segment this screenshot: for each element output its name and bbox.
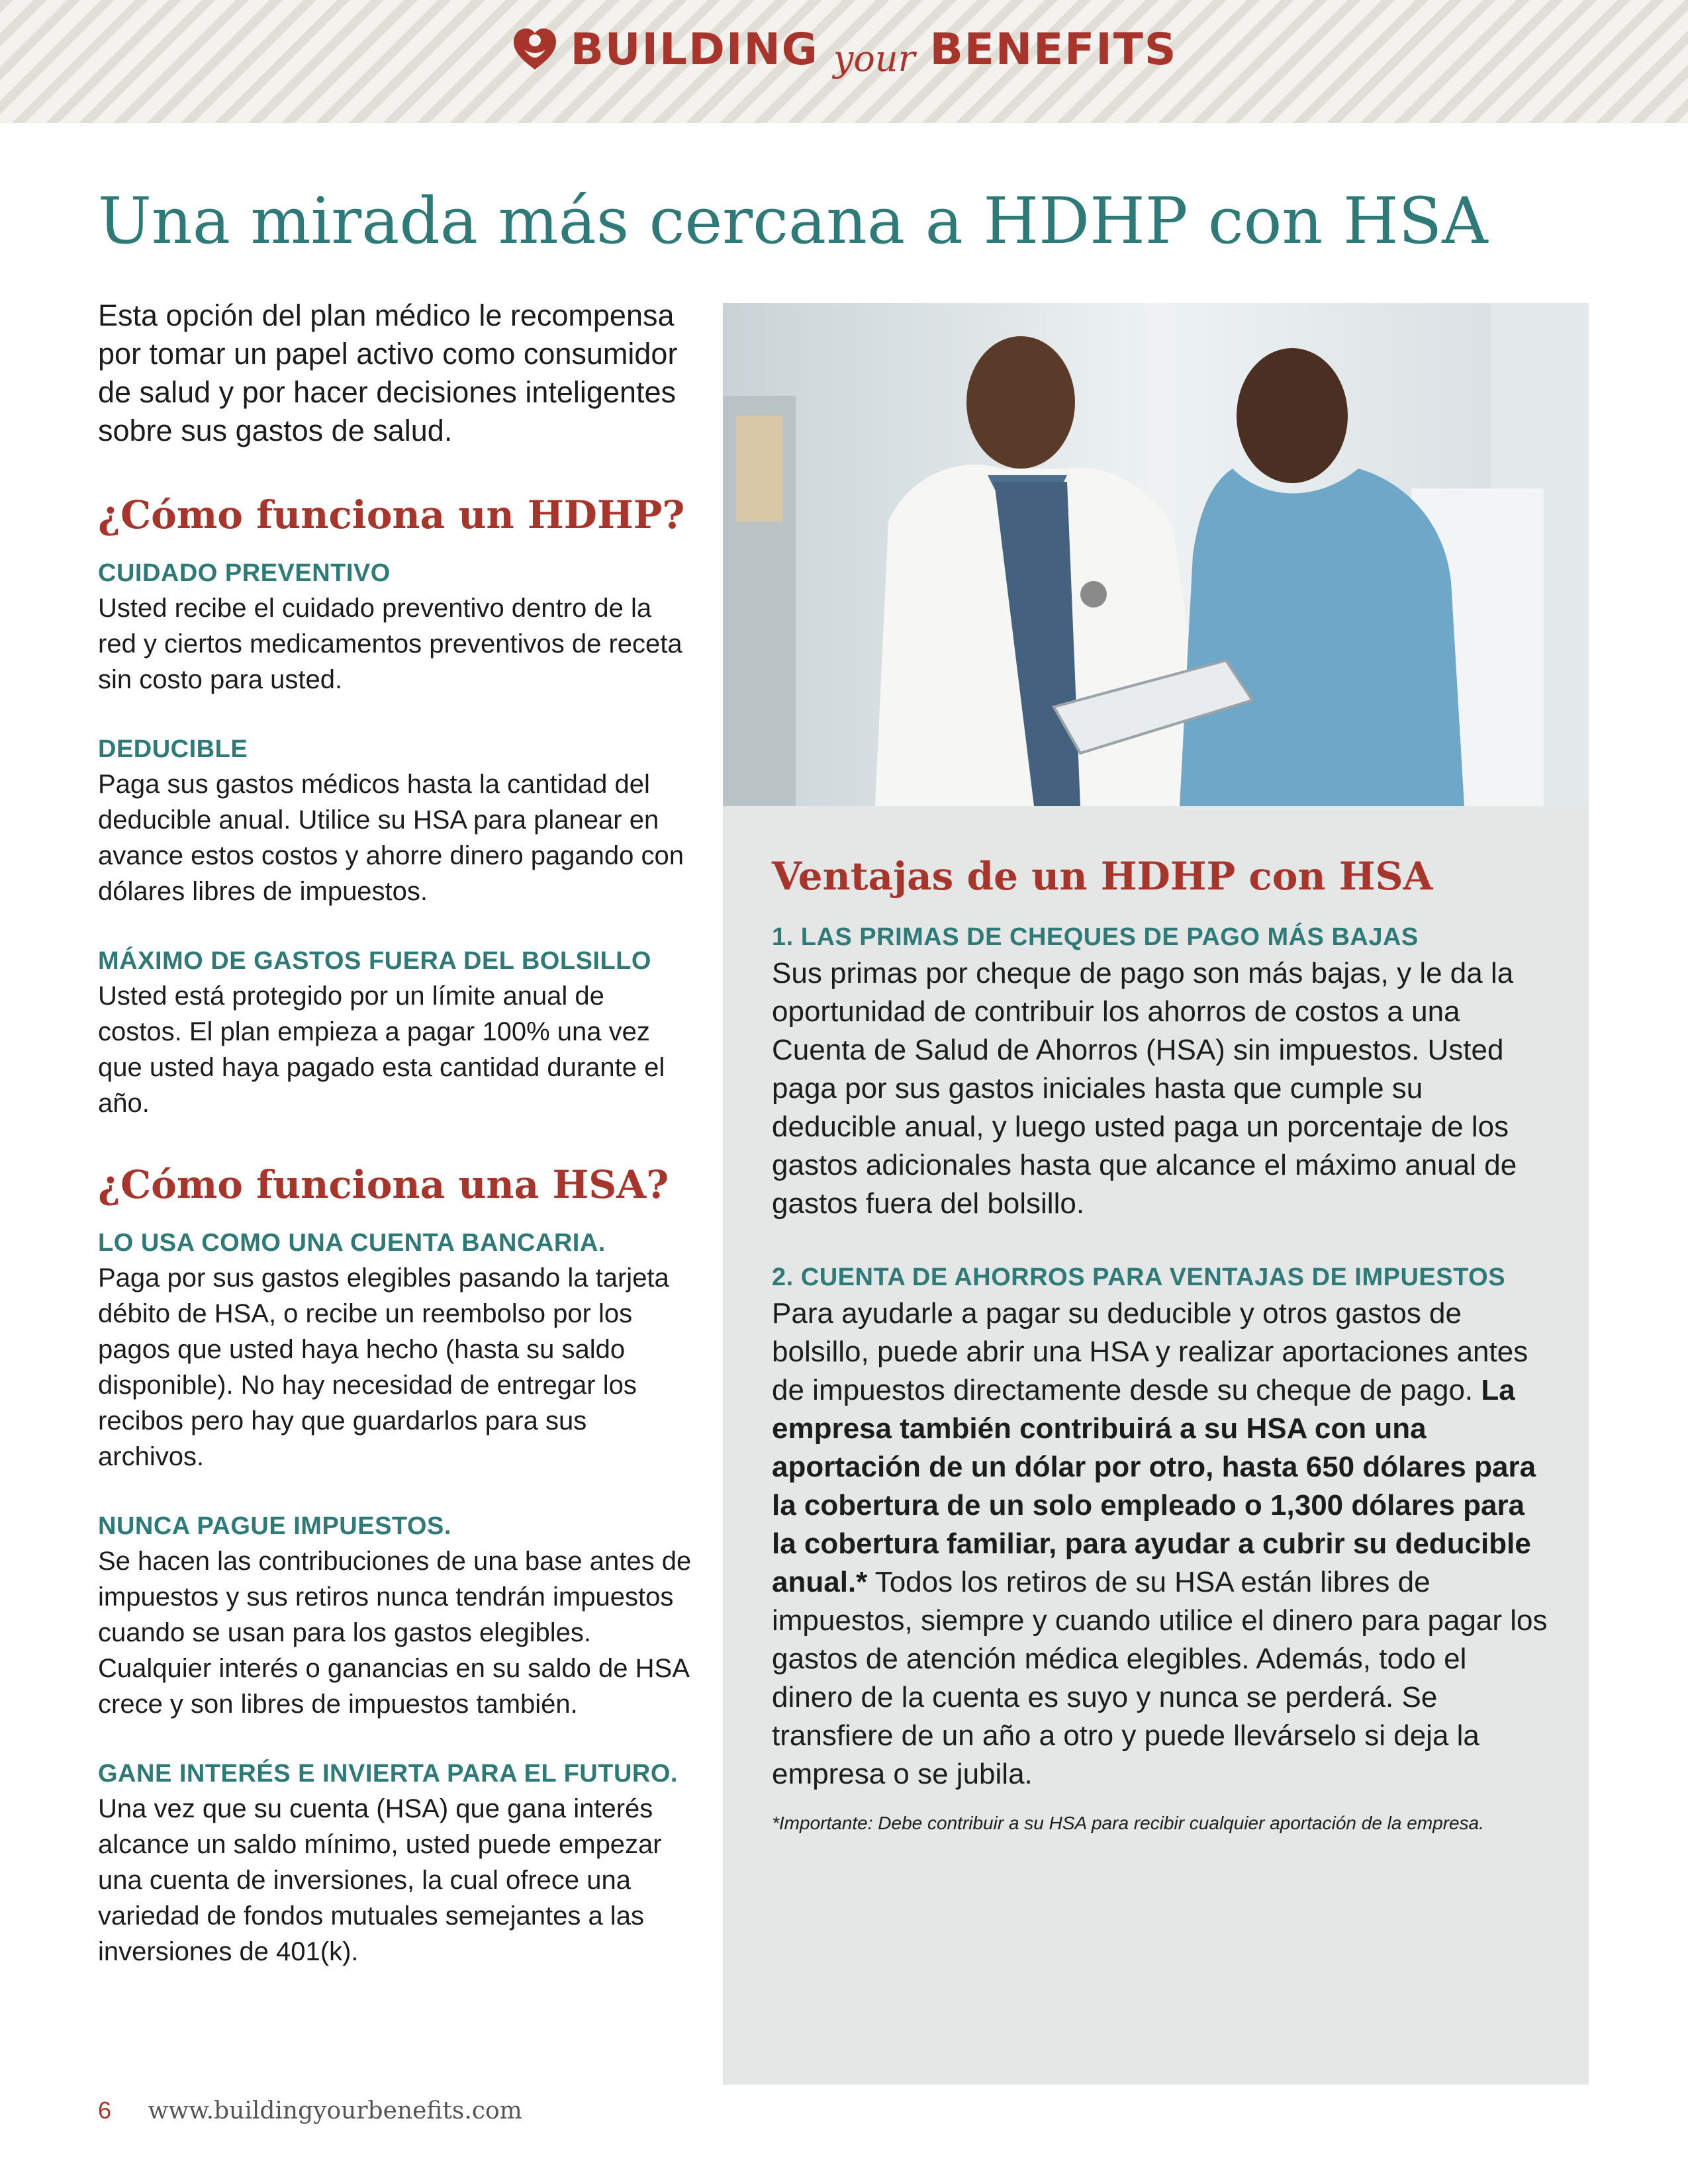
preventive-care-text: Usted recibe el cuidado preventivo dentro de la red y ciertos medicamentos preventivos de receta sin costo para usted. — [98, 594, 682, 694]
employer-contribution-text: La empresa también contribuirá a su HSA con una aportación de un dólar por otro, hasta 650 dólares para la cobertura de un solo empleado o 1,300 dólares para la cobertura familiar, para ayudar a cubrir su deducible anual.* — [772, 1374, 1536, 1598]
no-taxes-title: NUNCA PAGUE IMPUESTOS. — [98, 1512, 451, 1540]
intro-text: Esta opción del plan médico le recompensa por tomar un papel activo como consumidor de salud y por hacer decisiones inteligentes sobre sus gastos de salud. — [98, 298, 678, 447]
tax-savings-title: 2. CUENTA DE AHORROS PARA VENTAJAS DE IMPUESTOS — [772, 1263, 1506, 1291]
footnote: *Importante: Debe contribuir a su HSA para recibir cualquier aportación de la empresa. — [772, 1813, 1484, 1833]
no-taxes-text: Se hacen las contribuciones de una base antes de impuestos y sus retiros nunca tendrán impuestos cuando se usan para los gastos elegibles. Cualquier interés o ganancias en su saldo de HSA crece y son libres de impuestos también. — [98, 1547, 692, 1719]
earn-interest-title: GANE INTERÉS E INVIERTA PARA EL FUTURO. — [98, 1760, 678, 1788]
preventive-care-title: CUIDADO PREVENTIVO — [98, 559, 391, 587]
out-of-pocket-max-title: MÁXIMO DE GASTOS FUERA DEL BOLSILLO — [98, 947, 651, 975]
heart-person-logo-icon — [511, 26, 559, 73]
bank-account-title: LO USA COMO UNA CUENTA BANCARIA. — [98, 1229, 606, 1257]
page-title: Una mirada más cercana a HDHP con HSA — [98, 184, 1488, 258]
left-column — [98, 296, 694, 2005]
tax-savings-text-a: Para ayudarle a pagar su deducible y otros gastos de bolsillo, puede abrir una HSA y realizar aportaciones antes de impuestos directamente desde su cheque de pago. — [772, 1297, 1528, 1406]
deductible-text: Paga sus gastos médicos hasta la cantidad del deducible anual. Utilice su HSA para planear en avance estos costos y ahorre dinero pagando con dólares libres de impuestos. — [98, 770, 684, 906]
page-number: 6 — [98, 2097, 112, 2124]
hdhp-heading: ¿Cómo funciona un HDHP? — [98, 492, 685, 537]
deductible-title: DEDUCIBLE — [98, 735, 248, 763]
advantages-heading: Ventajas de un HDHP con HSA — [772, 854, 1433, 899]
brand-logo-lockup — [0, 24, 1688, 79]
earn-interest-text: Una vez que su cuenta (HSA) que gana interés alcance un saldo mínimo, usted puede empezar una cuenta de inversiones, la cual ofrece una variedad de fondos mutuales semejantes a las inversiones de 401(k). — [98, 1794, 662, 1966]
bank-account-text: Paga por sus gastos elegibles pasando la tarjeta débito de HSA, o recibe un reembolso por los pagos que usted haya hecho (hasta su saldo disponible). No hay necesidad de entregar los recibos pero hay que guardarlos para sus archivos. — [98, 1263, 669, 1471]
hsa-heading: ¿Cómo funciona una HSA? — [98, 1162, 669, 1207]
footer-url[interactable]: www.buildingyourbenefits.com — [148, 2097, 522, 2124]
advantages-content — [772, 854, 1553, 1835]
page-footer — [98, 2097, 522, 2124]
lower-premiums-title: 1. LAS PRIMAS DE CHEQUES DE PAGO MÁS BAJAS — [772, 923, 1419, 951]
tax-savings-text — [772, 1295, 1553, 1794]
doctor-patient-photo-icon — [723, 303, 1589, 806]
brand-your: your — [833, 38, 915, 79]
out-of-pocket-max-text: Usted está protegido por un límite anual de costos. El plan empieza a pagar 100% una vez que usted haya pagado esta cantidad durante el año. — [98, 981, 665, 1118]
brand-building: BUILDING — [570, 24, 819, 75]
brand-benefits: BENEFITS — [929, 24, 1178, 75]
lower-premiums-text: Sus primas por cheque de pago son más bajas, y le da la oportunidad de contribuir los ahorros de costos a una Cuenta de Salud de Ahorros (HSA) sin impuestos. Usted paga por sus gastos iniciales hasta que cumple su deducible anual, y luego usted paga un porcentaje de los gastos adicionales hasta que alcance el máximo anual de gastos fuera del bolsillo. — [772, 957, 1517, 1220]
tax-savings-text-b: Todos los retiros de su HSA están libres de impuestos, siempre y cuando utilice el dinero para pagar los gastos de atención médica elegibles. Además, todo el dinero de la cuenta es suyo y nunca se perderá. Se transfiere de un año a otro y puede llevárselo si deja la empresa o se jubila. — [772, 1566, 1548, 1790]
